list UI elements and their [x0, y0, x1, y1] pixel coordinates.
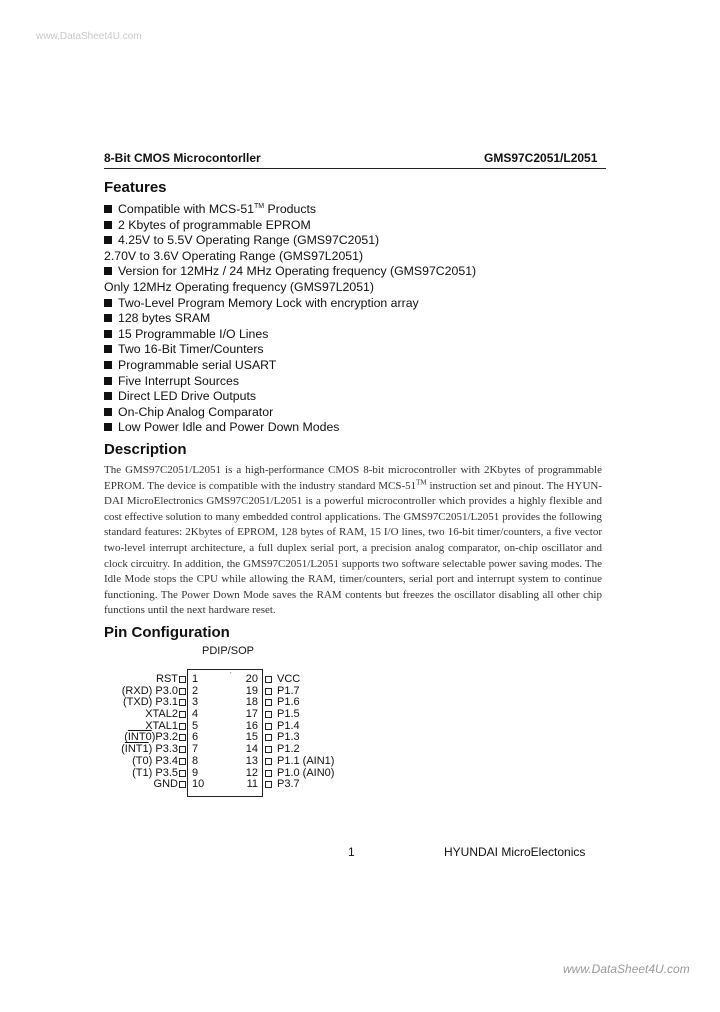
pin-number: 2	[192, 684, 199, 697]
feature-text: Direct LED Drive Outputs	[118, 389, 257, 404]
feature-item	[104, 405, 476, 421]
feature-text: Programmable serial USART	[118, 357, 277, 372]
right-pin-name: VCC	[277, 673, 301, 685]
pin-pad-square	[179, 770, 186, 777]
pin-name: P3.1	[155, 696, 178, 709]
pin-prefix: (	[121, 743, 125, 756]
right-pin-name: P1.5	[277, 708, 300, 721]
feature-text: On-Chip Analog Comparator	[118, 404, 274, 419]
pin-number: 12	[245, 766, 258, 779]
pin-number: 3	[192, 696, 199, 709]
pin-pad	[265, 732, 272, 744]
pin-number: 6	[192, 731, 199, 744]
bullet-square-icon	[104, 205, 112, 213]
pin-name: )P3.2	[151, 731, 178, 744]
feature-item	[104, 218, 476, 234]
pin-pad-square	[265, 770, 272, 777]
description-tm: TM	[416, 477, 427, 486]
feature-item	[104, 233, 476, 249]
pin-pad-square	[179, 781, 186, 788]
bullet-square-icon	[104, 267, 112, 275]
bullet-square-icon	[104, 377, 112, 385]
pin-name: XTAL1	[145, 719, 178, 732]
pin-pad	[179, 709, 186, 721]
feature-text: Five Interrupt Sources	[118, 373, 239, 388]
pin-prefix: (	[124, 731, 128, 744]
pin-number: 17	[245, 708, 258, 721]
feature-sup: TM	[254, 202, 265, 210]
bullet-square-icon	[104, 314, 112, 322]
features-heading: Features	[104, 179, 167, 196]
pin-pad	[265, 744, 272, 756]
pin-pad-square	[179, 699, 186, 706]
watermark-top: www.DataSheet4U.com	[36, 31, 142, 42]
bullet-square-icon	[104, 392, 112, 400]
feature-item	[104, 249, 476, 265]
bullet-square-icon	[104, 330, 112, 338]
pin-config-heading: Pin Configuration	[104, 624, 230, 641]
right-pin-pads	[265, 674, 272, 791]
feature-item	[104, 202, 476, 218]
pin-pad	[179, 674, 186, 686]
feature-text: 4.25V to 5.5V Operating Range (GMS97C2051)	[118, 233, 380, 248]
feature-text: Two-Level Program Memory Lock with encryption array	[118, 295, 419, 310]
pin-pad-square	[179, 758, 186, 765]
pin-pad-square	[179, 746, 186, 753]
bullet-square-icon	[104, 299, 112, 307]
right-pin-name: P1.7	[277, 684, 300, 697]
left-pin-name	[94, 779, 178, 791]
pin-pad	[265, 709, 272, 721]
footer-company: HYUNDAI MicroElectonics	[444, 845, 586, 859]
pin-pad	[179, 686, 186, 698]
pin-name: XTAL2	[145, 708, 178, 721]
feature-item	[104, 264, 476, 280]
pin-number: 5	[192, 719, 199, 732]
pin-pad	[179, 721, 186, 733]
pin-pad	[179, 779, 186, 791]
pin-pad	[179, 744, 186, 756]
left-pin-pads	[179, 674, 186, 791]
description-p2: instruction set and pinout. The HYUN-DAI MicroElectronics GMS97C2051/L2051 is a powerful microcontroller which provides a highly flexible and cost effective solution to many embedded control applications. The GMS97C2051/L2051 provides the following standard features: 2Kbytes of EPROM, 128 bytes of RAM, 15 I/O lines, two 16-bit timer/counters, a five vector two-level interrupt architecture, a full duplex serial port, a precision analog comparator, on-chip oscillator and clock circuitry. In addition, the GMS97C2051/L2051 supports two software selectable power saving modes. The Idle Mode stops the CPU while allowing the RAM, timer/counters, serial port and interrupt system to continue functioning. The Power Down Mode saves the RAM contents but freezes the oscillator disabling all other chip functions until the next hardware reset.	[104, 479, 602, 617]
pin-pad	[265, 686, 272, 698]
pin-pad-square	[265, 746, 272, 753]
pin-name: GND	[153, 778, 178, 791]
header-title: 8-Bit CMOS Microcontorller	[104, 151, 261, 165]
features-list	[104, 202, 476, 436]
left-pin-names	[94, 674, 178, 791]
pin-number: 14	[245, 743, 258, 756]
pin-pad-square	[179, 734, 186, 741]
pin-prefix: (T0)	[132, 754, 156, 767]
right-pin-name: P1.4	[277, 719, 300, 732]
right-pin-name: P1.1 (AIN1)	[277, 754, 335, 767]
pin-number: 13	[245, 754, 258, 767]
feature-text: Two 16-Bit Timer/Counters	[118, 342, 264, 357]
feature-text: Version for 12MHz / 24 MHz Operating frequency (GMS97C2051)	[118, 264, 477, 279]
feature-text: 128 bytes SRAM	[118, 311, 211, 326]
pin-number: 18	[245, 696, 258, 709]
pin-number: 7	[192, 743, 199, 756]
pin-number: 19	[245, 684, 258, 697]
pin-pad-square	[265, 711, 272, 718]
feature-text: 2.70V to 3.6V Operating Range (GMS97L2051)	[104, 248, 364, 263]
pin-number: 16	[245, 719, 258, 732]
pin-pad	[265, 768, 272, 780]
pin-pad-square	[179, 711, 186, 718]
pin-pad-square	[265, 676, 272, 683]
header-part-number: GMS97C2051/L2051	[484, 151, 598, 165]
pin-prefix: (TXD)	[122, 696, 156, 709]
right-pin-numbers	[240, 674, 258, 791]
feature-text-post: Products	[264, 202, 317, 216]
pin-pad	[179, 756, 186, 768]
pin-name: RST	[156, 673, 178, 685]
pin-pad	[265, 756, 272, 768]
feature-item	[104, 358, 476, 374]
pin-pad-square	[265, 734, 272, 741]
feature-text: Only 12MHz Operating frequency (GMS97L2051)	[104, 279, 374, 294]
pin-number: 4	[192, 708, 199, 721]
feature-item	[104, 311, 476, 327]
description-text	[104, 463, 602, 619]
pin-pad	[265, 779, 272, 791]
description-p1: The GMS97C2051/L2051 is a high-performance CMOS 8-bit microcontroller with 2Kbytes of programmable EPROM. The device is compatible with the industry standard MCS-51	[104, 464, 602, 492]
description-heading: Description	[104, 441, 187, 458]
pin-pad	[265, 697, 272, 709]
pin-number: 20	[245, 673, 258, 685]
pin-pad	[179, 768, 186, 780]
feature-item	[104, 342, 476, 358]
pin-number: 10	[192, 778, 205, 791]
pin-pad-square	[265, 699, 272, 706]
pin-pad	[265, 721, 272, 733]
pin-pad-square	[265, 758, 272, 765]
feature-text: 2 Kbytes of programmable EPROM	[118, 217, 311, 232]
right-pin-names	[277, 674, 334, 791]
header-rule	[104, 168, 606, 169]
pin-pad-square	[265, 781, 272, 788]
pin-number: 11	[246, 778, 258, 791]
pin-name: P3.4	[155, 754, 178, 767]
right-pin-name: P3.7	[277, 778, 300, 791]
pin-pad	[179, 732, 186, 744]
pin-overline-name: INT0	[127, 731, 152, 744]
pin-pad-square	[265, 723, 272, 730]
package-label: PDIP/SOP	[202, 645, 254, 657]
watermark-bottom: www.DataSheet4U.com	[563, 962, 690, 976]
page-number: 1	[348, 845, 355, 859]
pin-name: ) P3.3	[148, 743, 178, 756]
pin-number: 9	[192, 766, 199, 779]
pin-number: 8	[192, 754, 199, 767]
feature-item	[104, 374, 476, 390]
bullet-square-icon	[104, 423, 112, 431]
pin1-notch-mark: ˊ	[229, 671, 232, 681]
feature-item	[104, 296, 476, 312]
pin-overline-name: INT1	[124, 743, 149, 756]
bullet-square-icon	[104, 361, 112, 369]
right-pin-name: P1.2	[277, 743, 300, 756]
pin-number: 15	[245, 731, 258, 744]
pin-name: P3.0	[155, 684, 178, 697]
feature-item	[104, 389, 476, 405]
pin-pad-square	[179, 723, 186, 730]
pin-pad	[265, 674, 272, 686]
feature-item	[104, 280, 476, 296]
right-pin-name: P1.3	[277, 731, 300, 744]
feature-text: Compatible with MCS-51	[118, 202, 254, 216]
feature-item	[104, 420, 476, 436]
feature-text: Low Power Idle and Power Down Modes	[118, 420, 340, 435]
pin-prefix: (T1)	[132, 766, 156, 779]
right-pin-name: P1.6	[277, 696, 300, 709]
pin-pad-square	[179, 688, 186, 695]
feature-item	[104, 327, 476, 343]
bullet-square-icon	[104, 345, 112, 353]
left-pin-numbers	[192, 674, 212, 791]
bullet-square-icon	[104, 408, 112, 416]
pin-number: 1	[192, 673, 199, 685]
right-pin-name: P1.0 (AIN0)	[277, 766, 335, 779]
pin-pad-square	[265, 688, 272, 695]
bullet-square-icon	[104, 221, 112, 229]
pin-pad-square	[179, 676, 186, 683]
pin-pad	[179, 697, 186, 709]
feature-text: 15 Programmable I/O Lines	[118, 326, 269, 341]
bullet-square-icon	[104, 236, 112, 244]
pin-prefix: (RXD)	[121, 684, 156, 697]
pin-name: P3.5	[155, 766, 178, 779]
